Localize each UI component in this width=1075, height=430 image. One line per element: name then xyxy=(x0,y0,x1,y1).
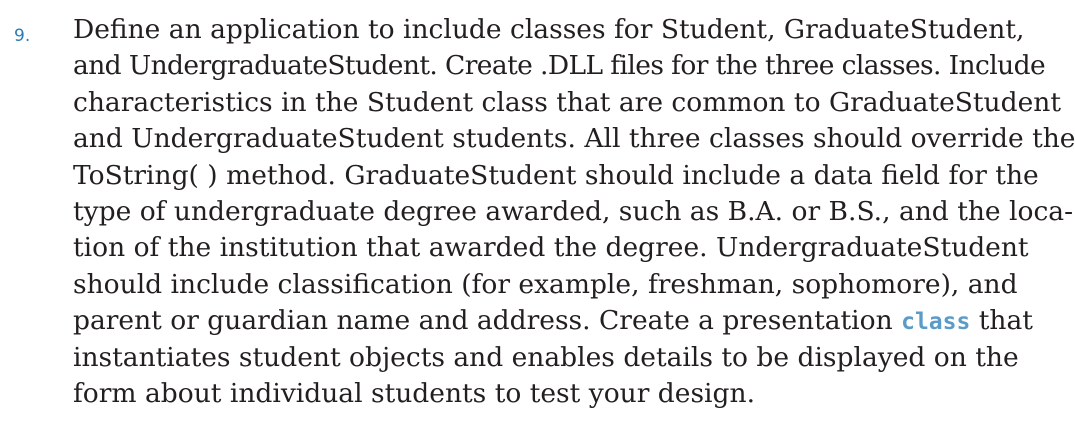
exercise-text-line-with-keyword xyxy=(73,303,1033,339)
exercise-text xyxy=(73,12,1075,412)
exercise-text-line: characteristics in the Student class that are common to GraduateStudent xyxy=(73,86,1061,118)
exercise-text-line: ToString( ) method. GraduateStudent should include a data field for the xyxy=(73,159,1039,191)
line-text-after-keyword: that xyxy=(970,305,1033,337)
code-keyword-class: class xyxy=(901,309,971,336)
line-text-before-keyword: parent or guardian name and address. Create a presentation xyxy=(73,305,902,337)
exercise-text-line: type of undergraduate degree awarded, such as B.A. or B.S., and the loca- xyxy=(73,195,1074,227)
exercise-text-line-last: form about individual students to test your design. xyxy=(73,377,755,409)
exercise-text-line: and UndergraduateStudent. Create .DLL files for the three classes. Include xyxy=(73,50,1046,82)
exercise-text-line: Define an application to include classes for Student, GraduateStudent, xyxy=(73,14,1025,45)
exercise-text-line: tion of the institution that awarded the degree. UndergraduateStudent xyxy=(73,232,1029,264)
exercise-text-line: and UndergraduateStudent students. All three classes should override the xyxy=(73,123,1075,155)
exercise-text-line: instantiates student objects and enables details to be displayed on the xyxy=(73,341,1019,373)
exercise-number: 9. xyxy=(14,26,31,46)
exercise-text-line: should include classification (for example, freshman, sophomore), and xyxy=(73,268,1018,300)
